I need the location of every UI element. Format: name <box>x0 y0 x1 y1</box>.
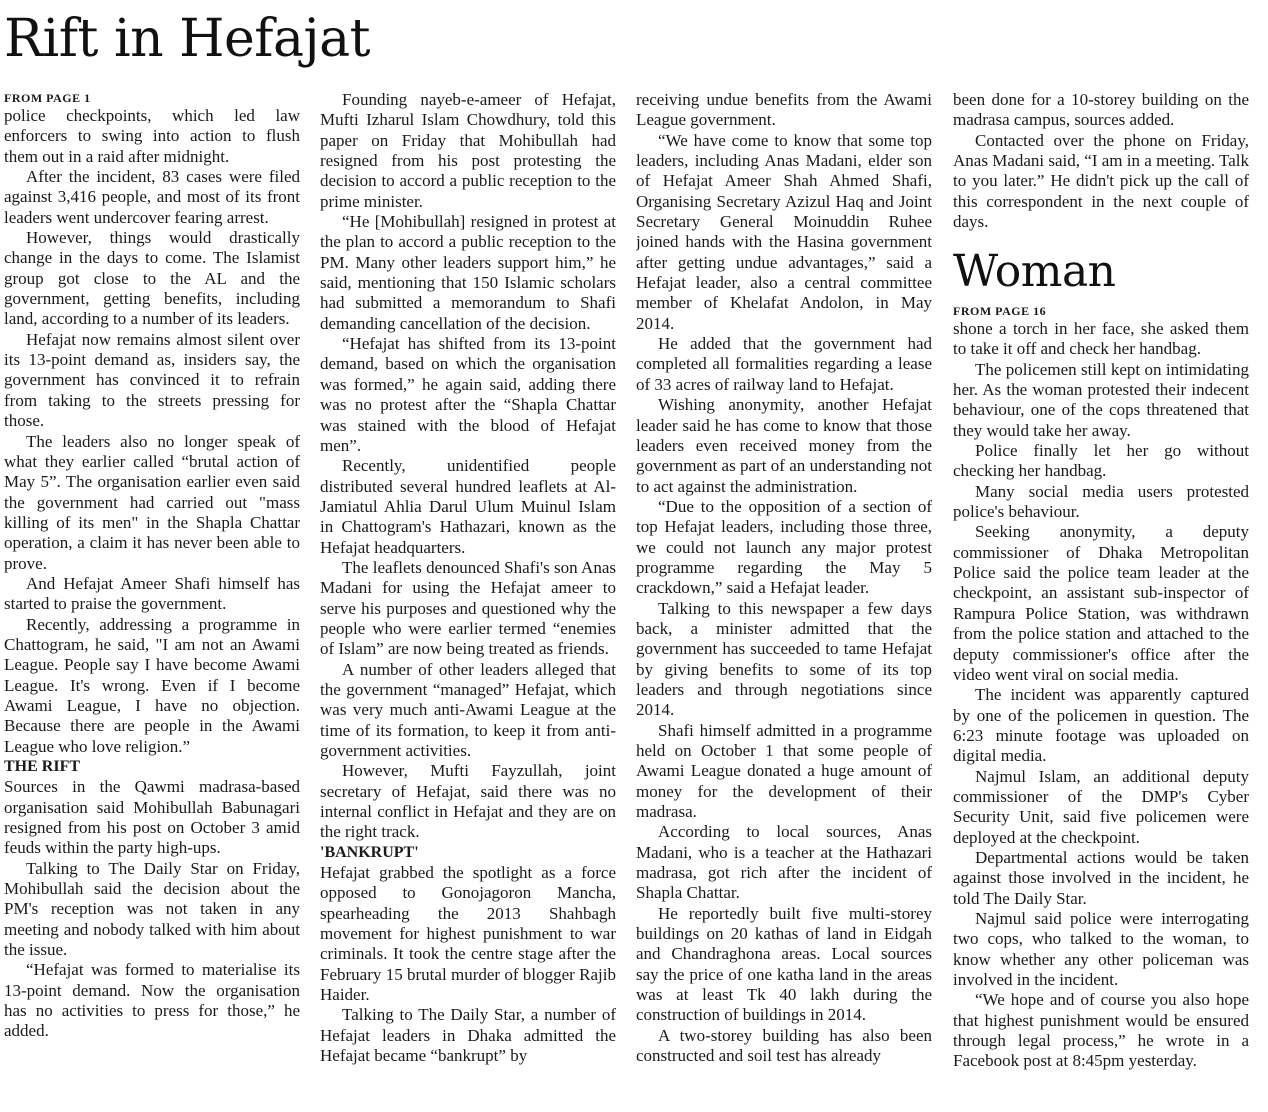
paragraph: police checkpoints, which led law enforcers to swing into action to flush them out in a raid after midnight. <box>4 106 300 166</box>
subhead-the-rift: THE RIFT <box>4 758 81 775</box>
paragraph: Shafi himself admitted in a programme held on October 1 that some people of Awami League donated a huge amount of money for the development of their madrasa. <box>636 720 932 822</box>
paragraph: He reportedly built five multi-storey buildings on 20 kathas of land in Eidgah and Chandraghona areas. Local sources say the price of one katha land in the areas was at least Tk 40 lakh during the construction of buildings in 2014. <box>636 903 932 1025</box>
paragraph: Najmul said police were interrogating two cops, who talked to the woman, to know whether any other policeman was involved in the incident. <box>953 908 1249 989</box>
paragraph: Najmul Islam, an additional deputy commissioner of the DMP's Cyber Security Unit, said five policemen were deployed at the checkpoint. <box>953 766 1249 847</box>
paragraph: shone a torch in her face, she asked them to take it off and check her handbag. <box>953 319 1249 359</box>
paragraph: “We hope and of course you also hope that highest punishment would be ensured through legal process,” he wrote in a Facebook post at 8:45pm yesterday. <box>953 990 1249 1071</box>
paragraph: been done for a 10-storey building on the madrasa campus, sources added. <box>953 90 1249 130</box>
paragraph: After the incident, 83 cases were filed against 3,416 people, and most of its front leaders went undercover fearing arrest. <box>4 167 300 227</box>
paragraph: The leaflets denounced Shafi's son Anas Madani for using the Hefajat ameer to serve his purposes and questioned why the people who were earlier termed “enemies of Islam” are now being treated as friends. <box>320 557 616 659</box>
paragraph: Talking to The Daily Star, a number of Hefajat leaders in Dhaka admitted the Hefajat became “bankrupt” by <box>320 1005 616 1066</box>
paragraph: “Hefajat was formed to materialise its 13-point demand. Now the organisation has no activities to press for those,” he added. <box>4 960 300 1041</box>
paragraph: He added that the government had completed all formalities regarding a lease of 33 acres of railway land to Hefajat. <box>636 334 932 394</box>
paragraph: receiving undue benefits from the Awami League government. <box>636 90 932 130</box>
column-4-top <box>953 90 1249 235</box>
kicker-from-page-1: FROM PAGE 1 <box>4 91 91 105</box>
paragraph: However, things would drastically change in the days to come. The Islamist group got close to the AL and the government, getting benefits, including land, according to a number of its leaders. <box>4 228 300 329</box>
headline-rift-in-hefajat: Rift in Hefajat <box>4 9 370 69</box>
paragraph: “Hefajat has shifted from its 13-point demand, based on which the organisation was formed,” he again said, adding there was no protest after the “Shapla Chattar was stained with the blood of Hefajat men”. <box>320 334 616 455</box>
paragraph: Seeking anonymity, a deputy commissioner of Dhaka Metropolitan Police said the police team leader at the checkpoint, an assistant sub-inspector of Rampura Police Station, was withdrawn from the police station and attached to the deputy commissioner's office after the video went viral on social media. <box>953 522 1249 684</box>
paragraph: The leaders also no longer speak of what they earlier called “brutal action of May 5”. The organisation earlier even said the government had carried out "mass killing of its men" in the Shapla Chattar operation, a claim it has never been able to prove. <box>4 431 300 573</box>
paragraph: And Hefajat Ameer Shafi himself has started to praise the government. <box>4 573 300 614</box>
paragraph: Departmental actions would be taken against those involved in the incident, he told The Daily Star. <box>953 847 1249 908</box>
paragraph: Wishing anonymity, another Hefajat leader said he has come to know that those leaders even received money from the government as part of an understanding not to act against the administration. <box>636 395 932 496</box>
paragraph: A two-storey building has also been constructed and soil test has already <box>636 1025 932 1066</box>
paragraph: Founding nayeb-e-ameer of Hefajat, Mufti Izharul Islam Chowdhury, told this paper on Friday that Mohibullah had resigned from his post protesting the decision to accord a public reception to the prime minister. <box>320 90 616 211</box>
subhead-bankrupt: 'BANKRUPT' <box>320 843 419 861</box>
column-4-woman-story <box>953 303 1249 1108</box>
paragraph: The policemen still kept on intimidating her. As the woman protested their indecent behaviour, one of the cops threatened that they would take her away. <box>953 359 1249 440</box>
paragraph: Talking to this newspaper a few days back, a minister admitted that the government has succeeded to tame Hefajat by giving benefits to some of its top leaders and through negotiations since 2014. <box>636 598 932 720</box>
paragraph: Sources in the Qawmi madrasa-based organisation said Mohibullah Babunagari resigned from his post on October 3 amid feuds within the party high-ups. <box>4 777 300 858</box>
paragraph: Police finally let her go without checking her handbag. <box>953 441 1249 481</box>
paragraph: Contacted over the phone on Friday, Anas Madani said, “I am in a meeting. Talk to you later.” He didn't pick up the call of this correspondent in the next couple of days. <box>953 130 1249 232</box>
paragraph: “He [Mohibullah] resigned in protest at the plan to accord a public reception to the PM. Many other leaders support him,” he said, mentioning that 150 Islamic scholars had submitted a memorandum to Shafi demanding cancellation of the decision. <box>320 212 616 333</box>
paragraph: According to local sources, Anas Madani, who is a teacher at the Hathazari madrasa, got rich after the incident of Shapla Chattar. <box>636 822 932 903</box>
paragraph: Hefajat now remains almost silent over its 13-point demand as, insiders say, the government has convinced it to refrain from taking to the streets pressing for those. <box>4 329 300 431</box>
paragraph: Many social media users protested police's behaviour. <box>953 481 1249 522</box>
paragraph: Talking to The Daily Star on Friday, Mohibullah said the decision about the PM's reception was not taken in any meeting and nobody talked with him about the issue. <box>4 858 300 960</box>
paragraph: A number of other leaders alleged that the government “managed” Hefajat, which was very much anti-Awami League at the time of its formation, to keep it from anti-government activities. <box>320 659 616 760</box>
column-2 <box>320 90 616 1110</box>
paragraph: “We have come to know that some top leaders, including Anas Madani, elder son of Hefajat Ameer Shah Ahmed Shafi, Organising Secretary Azizul Haq and Joint Secretary General Moinuddin Ruhee joined hands with the Hasina government after getting undue advantages,” said a Hefajat leader, also a central committee member of Khelafat Andolon, in May 2014. <box>636 130 932 333</box>
paragraph: Recently, addressing a programme in Chattogram, he said, "I am not an Awami League. People say I have become Awami League. It's wrong. Even if I become Awami League, I have no objection. Because there are people in the Awami League who love religion.” <box>4 614 300 756</box>
paragraph: Recently, unidentified people distributed several hundred leaflets at Al-Jamiatul Ahlia Darul Ulum Muinul Islam in Chattogram's Hathazari, known as the Hefajat headquarters. <box>320 456 616 557</box>
column-3 <box>636 90 932 1110</box>
paragraph: Hefajat grabbed the spotlight as a force opposed to Gonojagoron Mancha, spearheading the 2013 Shahbagh movement for highest punishment to war criminals. It took the centre stage after the February 15 brutal murder of blogger Rajib Haider. <box>320 863 616 1005</box>
paragraph: However, Mufti Fayzullah, joint secretary of Hefajat, said there was no internal conflict in Hefajat and they are on the right track. <box>320 761 616 842</box>
kicker-from-page-16: FROM PAGE 16 <box>953 304 1047 318</box>
paragraph: The incident was apparently captured by one of the policemen in question. The 6:23 minute footage was uploaded on digital media. <box>953 685 1249 766</box>
paragraph: “Due to the opposition of a section of top Hefajat leaders, including those three, we could not launch any major protest programme regarding the May 5 crackdown,” said a Hefajat leader. <box>636 496 932 598</box>
column-1 <box>4 90 300 1110</box>
headline-woman: Woman <box>953 246 1116 297</box>
